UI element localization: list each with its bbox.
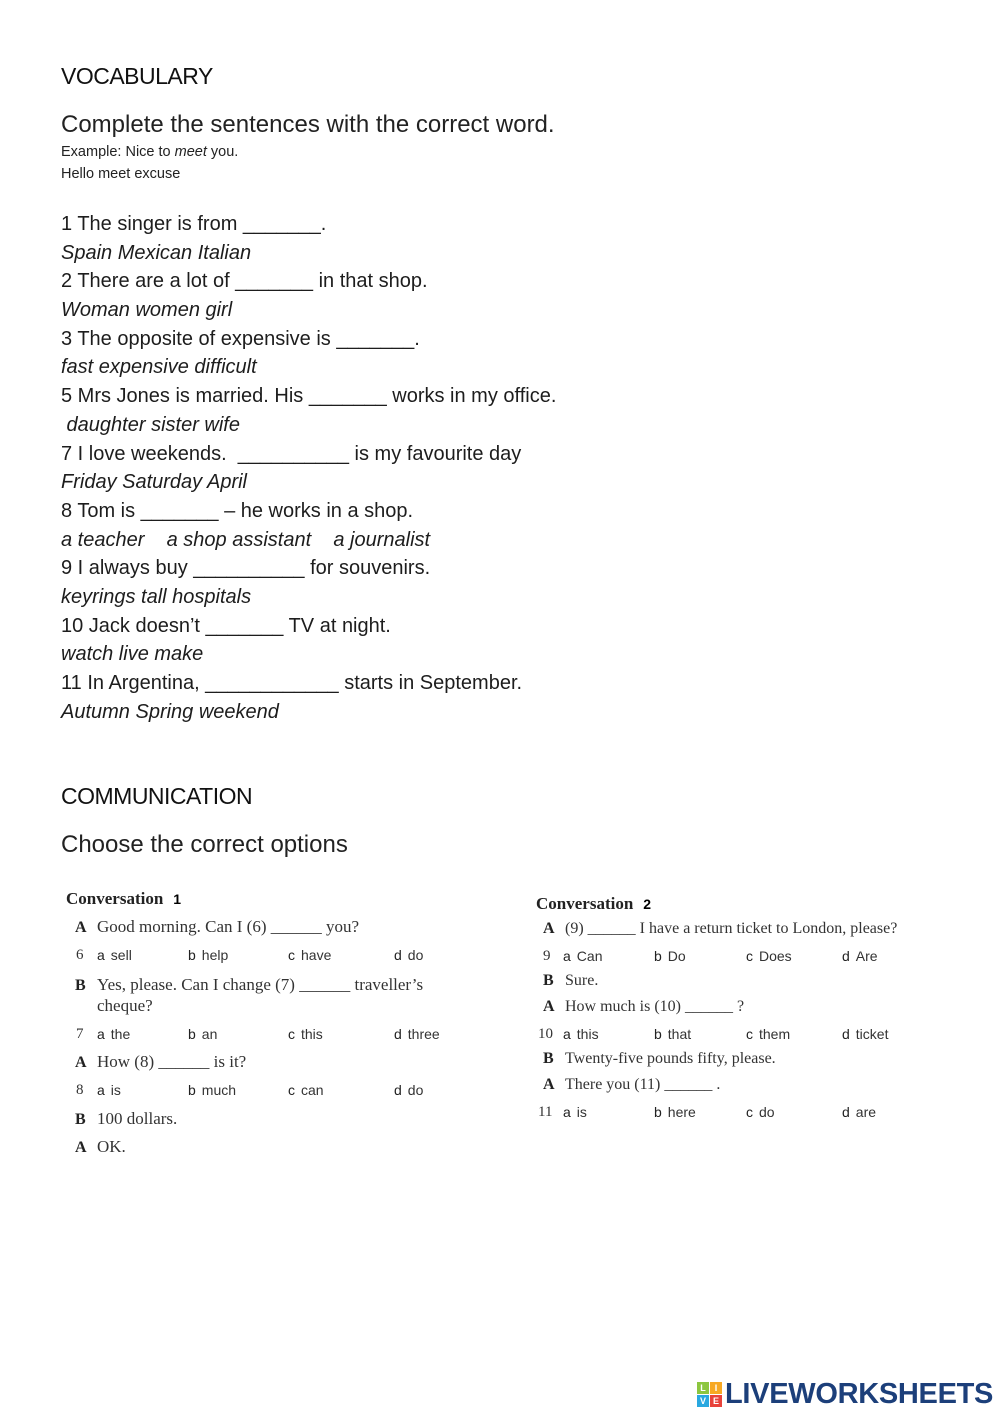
option-word: Do: [667, 948, 686, 964]
option-b[interactable]: [654, 1104, 696, 1122]
option-letter: c: [746, 1104, 753, 1120]
options-10: watch live make: [61, 643, 204, 666]
option-letter: d: [394, 1082, 402, 1098]
option-word: here: [667, 1104, 696, 1120]
logo-tile-v: V: [697, 1395, 709, 1407]
option-letter: a: [97, 1082, 105, 1098]
option-word: do: [407, 1082, 424, 1098]
dialogue-text: How (8) ______ is it?: [97, 1052, 247, 1071]
example-answer: meet: [174, 144, 207, 160]
dialogue-text: There you (11) ______ .: [565, 1076, 721, 1093]
speaker-label: B: [75, 1111, 86, 1128]
option-word: are: [855, 1104, 877, 1120]
conversation-2: [536, 894, 936, 1134]
dialogue-line: [75, 1052, 246, 1072]
option-word: is: [576, 1104, 587, 1120]
option-letter: b: [188, 947, 196, 963]
logo-tile-e: E: [710, 1395, 722, 1407]
option-row-number: 8: [76, 1082, 84, 1098]
option-word: three: [407, 1026, 440, 1042]
options-7: Friday Saturday April: [61, 471, 247, 494]
vocabulary-instruction: Complete the sentences with the correct word.: [61, 111, 555, 138]
example-line: [61, 144, 238, 160]
option-word: Can: [576, 948, 603, 964]
dialogue-text: 100 dollars.: [97, 1109, 178, 1128]
options-5: daughter sister wife: [61, 413, 240, 436]
option-word: is: [110, 1082, 121, 1098]
logo-wordmark: LIVEWORKSHEETS: [725, 1377, 994, 1410]
option-d[interactable]: [394, 1082, 423, 1100]
option-letter: a: [563, 1104, 571, 1120]
option-row-number: 9: [543, 948, 551, 964]
options-3: fast expensive difficult: [61, 356, 257, 379]
speaker-label: B: [543, 1050, 554, 1067]
option-word: an: [201, 1026, 218, 1042]
question-11[interactable]: 11 In Argentina, ____________ starts in September.: [61, 672, 523, 694]
liveworksheets-logo[interactable]: [697, 1379, 993, 1409]
option-d[interactable]: [842, 1104, 876, 1122]
question-3[interactable]: 3 The opposite of expensive is _______.: [61, 327, 420, 350]
logo-tile-l: L: [697, 1382, 709, 1394]
vocabulary-question-list: [61, 210, 761, 726]
option-row-number: 7: [76, 1026, 84, 1042]
speaker-label: A: [543, 998, 555, 1015]
option-letter: b: [188, 1082, 196, 1098]
option-row-8: [76, 1082, 436, 1099]
example-suffix: you.: [206, 144, 239, 160]
conversation-title-text: Conversation: [536, 894, 634, 913]
option-word: can: [301, 1082, 324, 1098]
dialogue-text: OK.: [97, 1137, 126, 1156]
option-a[interactable]: [97, 1026, 130, 1044]
dialogue-line: [543, 920, 897, 938]
option-row-11: [538, 1104, 883, 1121]
option-word: them: [759, 1026, 791, 1042]
option-word: that: [667, 1026, 692, 1042]
option-letter: b: [654, 948, 662, 964]
conversation-2-title: [536, 894, 651, 914]
dialogue-text: Yes, please. Can I change (7) ______ traveller’s: [97, 975, 424, 994]
dialogue-line: [75, 1137, 126, 1157]
option-row-number: 6: [76, 947, 84, 963]
option-letter: d: [842, 948, 850, 964]
option-letter: d: [394, 1026, 402, 1042]
option-b[interactable]: [188, 1082, 236, 1100]
option-word: much: [201, 1082, 237, 1098]
option-c[interactable]: [288, 947, 331, 965]
option-letter: a: [563, 948, 571, 964]
option-c[interactable]: [746, 1026, 790, 1044]
dialogue-text: Sure.: [565, 972, 599, 989]
dialogue-line: [543, 998, 744, 1016]
dialogue-text: Good morning. Can I (6) ______ you?: [97, 917, 360, 936]
option-letter: a: [97, 947, 105, 963]
dialogue-line: [543, 1050, 776, 1068]
option-c[interactable]: [746, 948, 792, 966]
example-prefix: Example: Nice to: [61, 144, 175, 160]
question-9[interactable]: 9 I always buy __________ for souvenirs.: [61, 557, 431, 580]
dialogue-line: [543, 1076, 720, 1094]
option-word: this: [301, 1026, 323, 1042]
option-letter: c: [746, 948, 753, 964]
question-10[interactable]: 10 Jack doesn’t _______ TV at night.: [61, 614, 391, 637]
option-a[interactable]: [97, 1082, 121, 1100]
option-a[interactable]: [563, 1104, 587, 1122]
question-2[interactable]: 2 There are a lot of _______ in that shop.: [61, 270, 428, 293]
speaker-label: B: [543, 972, 554, 989]
communication-instruction: Choose the correct options: [61, 831, 348, 858]
live-tiles-icon: [697, 1382, 722, 1407]
speaker-label: A: [75, 919, 87, 936]
options-2: Woman women girl: [61, 299, 233, 322]
option-letter: b: [654, 1104, 662, 1120]
option-word: have: [301, 947, 332, 963]
option-letter: c: [288, 1026, 295, 1042]
conversation-1-title: [66, 889, 181, 909]
communication-heading: COMMUNICATION: [61, 783, 253, 809]
dialogue-text: Twenty-five pounds fifty, please.: [565, 1050, 776, 1067]
option-letter: c: [288, 1082, 295, 1098]
question-8[interactable]: 8 Tom is _______ – he works in a shop.: [61, 499, 414, 522]
option-a[interactable]: [563, 948, 602, 966]
logo-tile-i: I: [710, 1382, 722, 1394]
option-word: Does: [759, 948, 792, 964]
options-11: Autumn Spring weekend: [61, 700, 279, 723]
option-row-number: 10: [538, 1026, 553, 1042]
question-1[interactable]: 1 The singer is from _______.: [61, 213, 327, 235]
option-word: do: [759, 1104, 775, 1120]
dialogue-text: (9) ______ I have a return ticket to London, please?: [565, 920, 898, 937]
speaker-label: A: [543, 920, 555, 937]
speaker-label: B: [75, 977, 86, 994]
option-d[interactable]: [394, 947, 423, 965]
option-letter: a: [97, 1026, 105, 1042]
dialogue-line: [75, 1109, 177, 1129]
option-c[interactable]: [288, 1026, 323, 1044]
question-5[interactable]: 5 Mrs Jones is married. His _______ works in my office.: [61, 385, 557, 408]
option-row-10: [538, 1026, 889, 1043]
option-letter: d: [842, 1026, 850, 1042]
dialogue-line: [543, 972, 598, 990]
conversation-1: [66, 889, 486, 1169]
option-row-6: [76, 947, 436, 964]
dialogue-text: How much is (10) ______ ?: [565, 998, 745, 1015]
option-word: help: [201, 947, 229, 963]
options-1: Spain Mexican Italian: [61, 241, 252, 264]
option-word: the: [110, 1026, 131, 1042]
example-options: Hello meet excuse: [61, 166, 181, 182]
question-7[interactable]: 7 I love weekends. __________ is my favourite day: [61, 442, 522, 465]
option-b[interactable]: [654, 1026, 691, 1044]
option-row-number: 11: [538, 1104, 553, 1120]
speaker-label: A: [75, 1054, 87, 1071]
speaker-label: A: [543, 1076, 555, 1093]
option-letter: c: [288, 947, 295, 963]
option-letter: a: [563, 1026, 571, 1042]
option-word: ticket: [855, 1026, 889, 1042]
dialogue-line: [75, 917, 359, 937]
option-c[interactable]: [288, 1082, 324, 1100]
conversation-title-text: Conversation: [66, 889, 164, 908]
option-letter: b: [188, 1026, 196, 1042]
speaker-label: A: [75, 1139, 87, 1156]
conversation-number: 2: [643, 896, 652, 912]
option-word: do: [407, 947, 424, 963]
conversation-number: 1: [173, 891, 182, 907]
option-word: Are: [855, 948, 878, 964]
option-letter: b: [654, 1026, 662, 1042]
vocabulary-heading: VOCABULARY: [61, 63, 213, 89]
option-word: this: [576, 1026, 599, 1042]
options-8: a teacher a shop assistant a journalist: [61, 528, 431, 551]
option-d[interactable]: [842, 948, 878, 966]
dialogue-line: [75, 975, 423, 995]
options-9: keyrings tall hospitals: [61, 585, 252, 608]
option-c[interactable]: [746, 1104, 775, 1122]
option-letter: c: [746, 1026, 753, 1042]
option-a[interactable]: [97, 947, 132, 965]
option-b[interactable]: [654, 948, 686, 966]
option-letter: d: [394, 947, 402, 963]
option-a[interactable]: [563, 1026, 599, 1044]
option-d[interactable]: [394, 1026, 440, 1044]
option-b[interactable]: [188, 947, 228, 965]
option-word: sell: [110, 947, 132, 963]
option-row-9: [543, 948, 883, 965]
option-d[interactable]: [842, 1026, 888, 1044]
option-row-7: [76, 1026, 440, 1043]
option-letter: d: [842, 1104, 850, 1120]
dialogue-text: cheque?: [97, 996, 153, 1015]
dialogue-line-continued: [97, 996, 153, 1016]
option-b[interactable]: [188, 1026, 217, 1044]
